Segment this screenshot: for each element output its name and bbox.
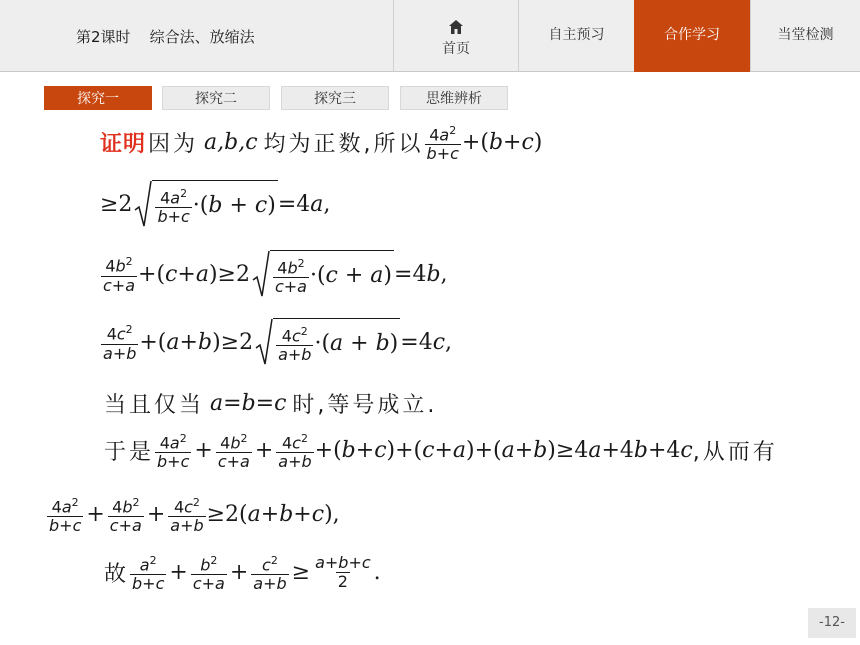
proof-vars: a,b,c — [204, 130, 258, 156]
proof-text: 因为 — [148, 132, 199, 158]
tab-explore-1[interactable]: 探究一 — [44, 86, 152, 110]
tab-explore-3[interactable]: 探究三 — [281, 86, 389, 110]
square-root: $\frac{4a^2}{b+c}$ ·(b + c) — [134, 180, 277, 228]
proof-line-7: $\frac{4a^2}{b+c}$ + $\frac{4b^2}{c+a}$ + $\frac{4c^2}{a+b}$ ≥2(a+b+c), — [49, 496, 340, 536]
nav-check-button[interactable] — [750, 0, 860, 72]
nav-coop-label: 合作学习 — [664, 27, 720, 43]
fraction: $\frac{4a^2}{b+c}$ — [426, 124, 459, 164]
lesson-title: 第2课时 综合法、放缩法 — [76, 28, 255, 46]
nav-preview-label: 自主预习 — [548, 27, 605, 43]
proof-label: 证明 — [100, 132, 147, 158]
proof-line-2: ≥2 $\frac{4a^2}{b+c}$ ·(b + c) =4a, — [100, 180, 330, 228]
tab-explore-2[interactable]: 探究二 — [162, 86, 270, 110]
proof-line-6: 于是 $\frac{4a^2}{b+c}$ + $\frac{4b^2}{c+a}$ + $\frac{4c^2}{a+b}$ +(b+c)+(c+a)+(a+b)≥4a+4b+4c ,从而有 — [104, 432, 778, 472]
proof-line-4: $\frac{4c^2}{a+b}$ +(a+b)≥2 $\frac{4c^2}{a+b}$ ·(a + b) =4c, — [100, 318, 452, 366]
page-number: -12- — [808, 608, 856, 638]
proof-line-1: 证明 因为 a,b,c 均为正数,所以 $\frac{4a^2}{b+c}$ +(b+c) — [100, 124, 543, 164]
nav-preview-button[interactable] — [518, 0, 634, 72]
proof-line-8: 故 $\frac{a^2}{b+c}$ + $\frac{b^2}{c+a}$ + $\frac{c^2}{a+b}$ ≥ $\frac{a+b+c}{2}$ . — [104, 553, 381, 594]
proof-line-3: $\frac{4b^2}{c+a}$ +(c+a)≥2 $\frac{4b^2}{c+a}$ ·(c + a) =4b, — [100, 250, 448, 298]
nav-coop-button[interactable] — [634, 0, 750, 72]
proof-text: 均为正数,所以 — [263, 132, 424, 158]
home-icon — [448, 19, 464, 35]
tab-thinking[interactable]: 思维辨析 — [400, 86, 508, 110]
proof-line-5: 当且仅当 a=b=c 时,等号成立. — [104, 391, 438, 418]
nav-check-label: 当堂检测 — [777, 27, 834, 43]
nav-home-label: 首页 — [442, 40, 470, 57]
nav-home-button[interactable] — [393, 0, 518, 72]
top-bar — [0, 0, 860, 72]
